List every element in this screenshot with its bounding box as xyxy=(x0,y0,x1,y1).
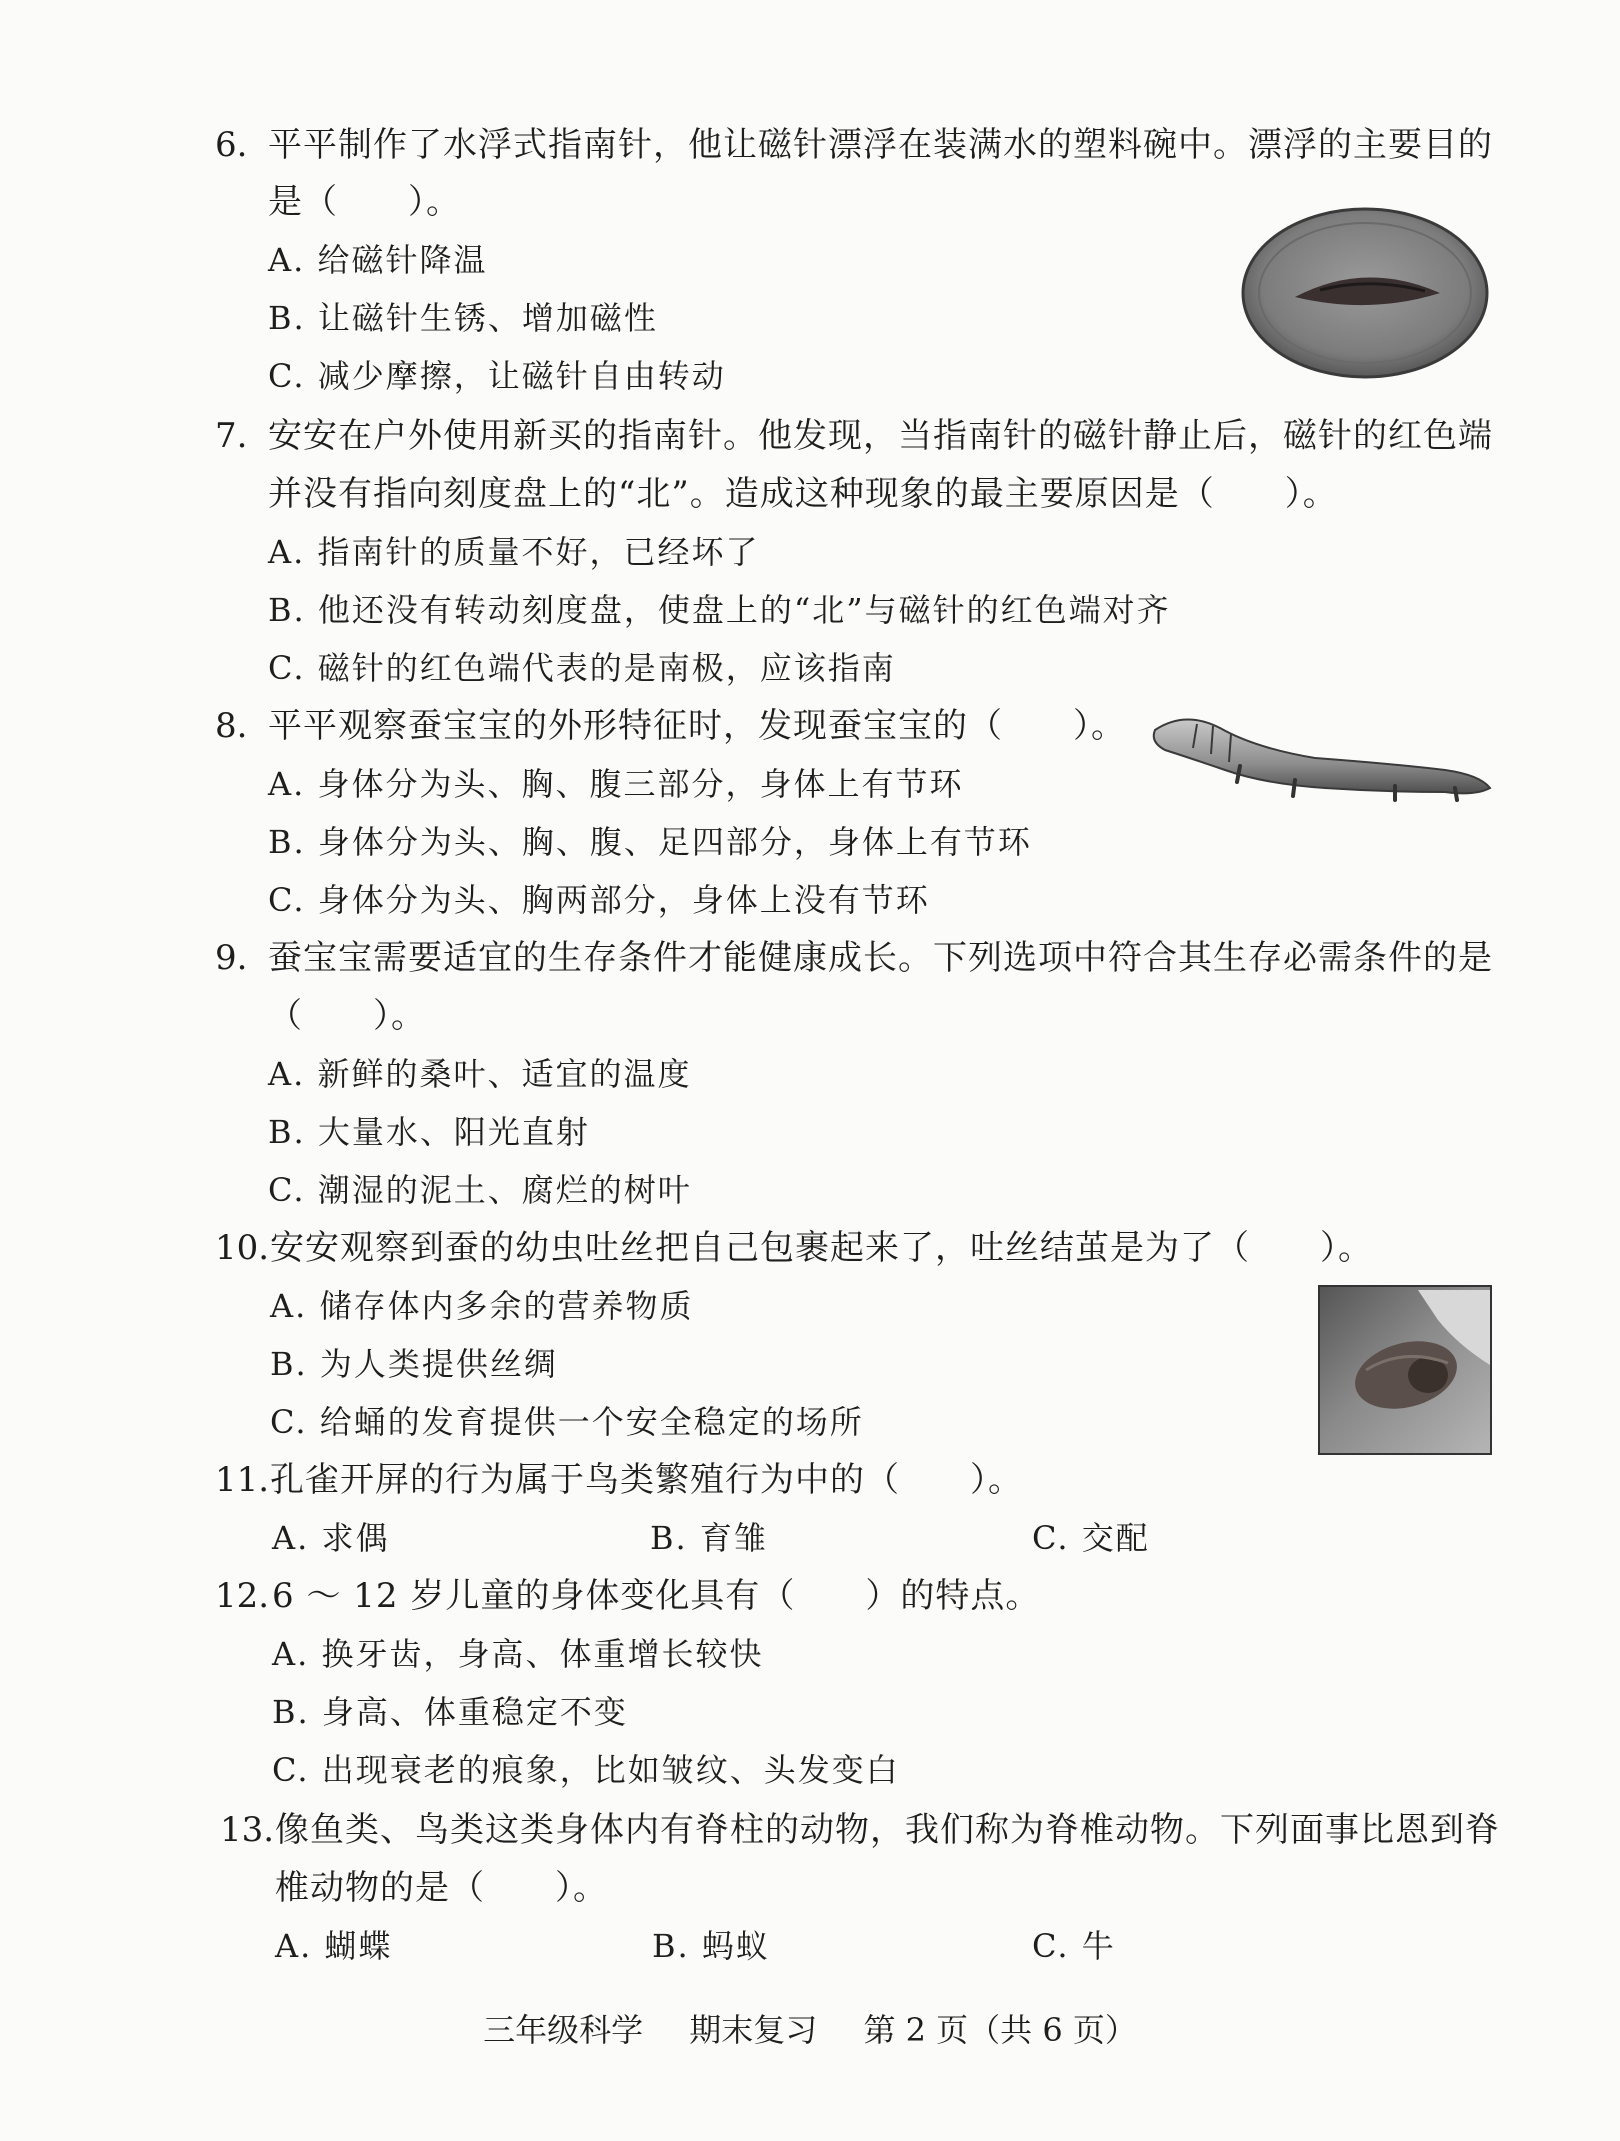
question-12-stem-line-1: 6 ～ 12 岁儿童的身体变化具有（ ）的特点。 xyxy=(272,1576,1041,1616)
question-11-option-b: B. 育雏 xyxy=(650,1519,768,1557)
question-12-option-c: C. 出现衰老的痕象，比如皱纹、头发变白 xyxy=(272,1751,900,1789)
cocoon-image xyxy=(1318,1285,1492,1455)
question-9-option-b: B. 大量水、阳光直射 xyxy=(268,1113,590,1151)
footer-exam: 期末复习 xyxy=(689,2011,818,2049)
question-13-option-b: B. 蚂蚁 xyxy=(652,1927,770,1965)
question-12-number: 12. xyxy=(215,1576,270,1616)
question-8-option-c: C. 身体分为头、胸两部分，身体上没有节环 xyxy=(268,881,930,919)
question-7-stem-line-1: 安安在户外使用新买的指南针。他发现，当指南针的磁针静止后，磁针的红色端 xyxy=(268,416,1493,456)
footer-page-number: 第 2 页（共 6 页） xyxy=(863,2011,1137,2049)
question-13-number: 13. xyxy=(220,1810,275,1850)
question-6-option-b: B. 让磁针生锈、增加磁性 xyxy=(268,299,658,337)
question-12-option-a: A. 换牙齿，身高、体重增长较快 xyxy=(272,1635,764,1673)
question-10-option-c: C. 给蛹的发育提供一个安全稳定的场所 xyxy=(270,1403,864,1441)
page-footer xyxy=(0,2008,1620,2052)
question-6-option-a: A. 给磁针降温 xyxy=(268,241,488,279)
question-11-option-a: A. 求偶 xyxy=(272,1519,390,1557)
question-7-option-a: A. 指南针的质量不好，已经坏了 xyxy=(268,533,760,571)
question-7-option-b: B. 他还没有转动刻度盘，使盘上的“北”与磁针的红色端对齐 xyxy=(268,591,1171,629)
question-13-option-c: C. 牛 xyxy=(1032,1927,1116,1965)
question-10-option-b: B. 为人类提供丝绸 xyxy=(270,1345,558,1383)
question-11-stem-line-1: 孔雀开屏的行为属于鸟类繁殖行为中的（ ）。 xyxy=(270,1460,1023,1500)
question-6-number: 6. xyxy=(215,125,248,165)
footer-subject: 三年级科学 xyxy=(483,2011,644,2049)
question-10-stem-line-1: 安安观察到蚕的幼虫吐丝把自己包裹起来了，吐丝结茧是为了（ ）。 xyxy=(270,1228,1373,1268)
question-13-option-a: A. 蝴蝶 xyxy=(275,1927,393,1965)
question-9-stem-line-2: （ ）。 xyxy=(268,996,426,1036)
question-8-stem-line-1: 平平观察蚕宝宝的外形特征时，发现蚕宝宝的（ ）。 xyxy=(268,706,1126,746)
question-7-option-c: C. 磁针的红色端代表的是南极，应该指南 xyxy=(268,649,896,687)
question-9-option-c: C. 潮湿的泥土、腐烂的树叶 xyxy=(268,1171,692,1209)
floating-needle-bowl-image xyxy=(1240,205,1490,380)
question-10-number: 10. xyxy=(215,1228,270,1268)
question-8-number: 8. xyxy=(215,706,248,746)
question-13-stem-line-2: 椎动物的是（ ）。 xyxy=(275,1868,608,1908)
question-6-option-c: C. 减少摩擦，让磁针自由转动 xyxy=(268,357,726,395)
question-9-number: 9. xyxy=(215,938,248,978)
question-12-option-b: B. 身高、体重稳定不变 xyxy=(272,1693,628,1731)
question-13-stem-line-1: 像鱼类、鸟类这类身体内有脊柱的动物，我们称为脊椎动物。下列面事比恩到脊 xyxy=(275,1810,1500,1850)
question-9-stem-line-1: 蚕宝宝需要适宜的生存条件才能健康成长。下列选项中符合其生存必需条件的是 xyxy=(268,938,1493,978)
question-9-option-a: A. 新鲜的桑叶、适宜的温度 xyxy=(268,1055,692,1093)
question-11-number: 11. xyxy=(215,1460,270,1500)
question-7-stem-line-2: 并没有指向刻度盘上的“北”。造成这种现象的最主要原因是（ ）。 xyxy=(268,474,1338,514)
question-8-option-b: B. 身体分为头、胸、腹、足四部分，身体上有节环 xyxy=(268,823,1032,861)
question-11-option-c: C. 交配 xyxy=(1032,1519,1150,1557)
question-6-stem-line-2: 是（ ）。 xyxy=(268,182,461,222)
question-8-option-a: A. 身体分为头、胸、腹三部分，身体上有节环 xyxy=(268,765,964,803)
question-7-number: 7. xyxy=(215,416,248,456)
question-10-option-a: A. 储存体内多余的营养物质 xyxy=(270,1287,694,1325)
question-6-stem-line-1: 平平制作了水浮式指南针，他让磁针漂浮在装满水的塑料碗中。漂浮的主要目的 xyxy=(268,125,1493,165)
silkworm-image xyxy=(1145,700,1495,810)
